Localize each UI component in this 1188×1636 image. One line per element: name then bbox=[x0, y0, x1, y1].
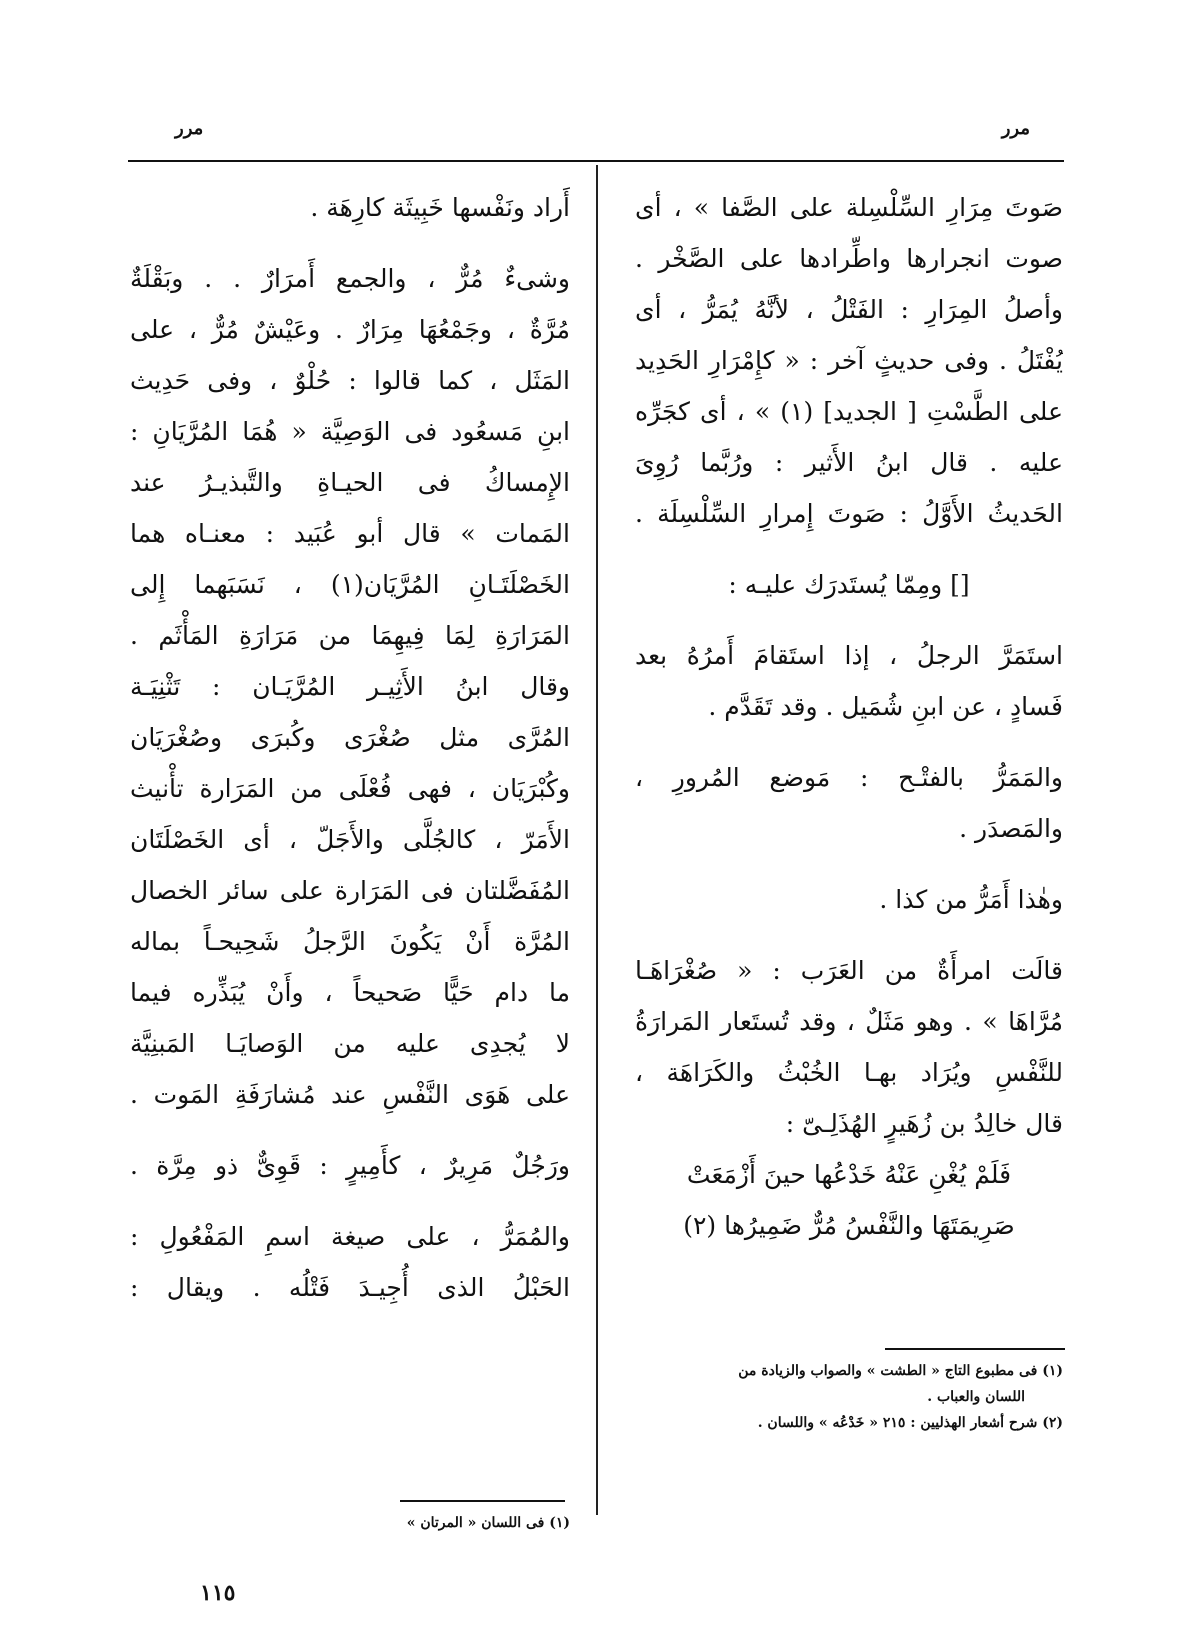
footnote-rule-right bbox=[885, 1348, 1065, 1350]
header-rule bbox=[128, 160, 1064, 162]
text-line: ابنِ مَسعُود فى الوَصِيَّة « هُمَا المُرَّيَانِ : bbox=[130, 417, 570, 446]
footnote-1-continuation: اللسان والعباب . bbox=[927, 1389, 1025, 1405]
text-line: صَوتَ مِرَارِ السِّلْسِلة على الصَّفا » ، أى bbox=[635, 193, 1063, 222]
text-line: الخَصْلَتَـانِ المُرَّيَان(١) ، نَسَبَهما إِلى bbox=[130, 570, 570, 599]
column-divider bbox=[596, 165, 598, 1515]
text-line: وكُبْرَيَان ، فهى فُعْلَى من المَرَارة تأْنيث bbox=[130, 774, 570, 803]
text-line: الأَمَرّ ، كالجُلَّى والأَجَلّ ، أى الخَصْلَتَان bbox=[130, 825, 570, 854]
footnote-1-left: (١) فى اللسان « المرتان » bbox=[406, 1515, 570, 1531]
text-line: وشىءٌ مُرٌّ ، والجمع أَمرَارٌ . . وبَقْلَةٌ bbox=[130, 264, 570, 293]
text-line: على الطَّسْتِ [ الجديد] (١) » ، أى كجَرِّه bbox=[635, 397, 1063, 426]
text-line: والمُمَرُّ ، على صيغة اسمِ المَفْعُولِ : bbox=[130, 1222, 570, 1251]
text-line: وأصلُ المِرَارِ : الفَتْلُ ، لأنَّهُ يُمَرُّ ، أى bbox=[635, 295, 1063, 324]
text-line: على هَوَى النَّفْسِ عند مُشارَفَةِ المَوت . bbox=[130, 1080, 570, 1109]
text-line: الحَبْلُ الذى أُجِيـدَ فَتْلُه . ويقال : bbox=[130, 1273, 570, 1302]
verse-line: صَرِيمَتَهَا والنَّفْسُ مُرٌّ ضَمِيرُها (٢) bbox=[683, 1211, 1015, 1240]
footnotes-left bbox=[360, 1510, 570, 1536]
footnote-1: (١) فى مطبوع التاج « الطشت » والصواب والزيادة من bbox=[738, 1363, 1063, 1379]
text-line: ورَجُلٌ مَرِيرٌ ، كأَمِيرٍ : قَوِىٌّ ذو مِرَّة . bbox=[130, 1151, 570, 1180]
text-line: للنَّفْسِ ويُرَاد بهـا الخُبْثُ والكَرَاهَة ، bbox=[635, 1058, 1063, 1087]
header-word-right: مرر bbox=[1001, 118, 1030, 139]
text-line: لا يُجدِى عليه من الوَصايَـا المَبنِيَّة bbox=[130, 1029, 570, 1058]
text-line: المُرَّة أَنْ يَكُونَ الرَّجلُ شَحِيحـاً بماله bbox=[130, 927, 570, 956]
verse-line: فَلَمْ يُغْنِ عَنْهُ خَدْعُها حينَ أَزْمَعَتْ bbox=[686, 1160, 1012, 1189]
addendum-heading: [] ومِمّا يُستَدرَك عليـه : bbox=[728, 570, 970, 599]
text-line: المُفَضَّلتان فى المَرَارة على سائر الخصال bbox=[130, 876, 570, 905]
right-column bbox=[635, 182, 1063, 1251]
text-line: قالَت امرأَةٌ من العَرَب : « صُغْرَاهَـا bbox=[635, 956, 1063, 985]
text-line: ما دام حَيًّا صَحيحاً ، وأَنْ يُبَذِّره فيما bbox=[130, 978, 570, 1007]
text-line: قال خالِدُ بن زُهَيرٍ الهُذَلِـىّ : bbox=[785, 1109, 1063, 1138]
text-line: المُرَّى مثل صُغْرَى وكُبرَى وصُغْرَيَان bbox=[130, 723, 570, 752]
text-line: صوت انجرارها واطِّرادها على الصَّخْر . bbox=[635, 244, 1063, 273]
text-line: استَمَرَّ الرجلُ ، إذا استَقامَ أَمرُهُ بعد bbox=[635, 641, 1063, 670]
text-line: مُرَّةٌ ، وجَمْعُهَا مِرَارٌ . وعَيْشٌ مُرٌّ ، على bbox=[130, 315, 570, 344]
footnote-2: (٢) شرح أشعار الهذليين : ٢١٥ « خَدْعُه » واللسان . bbox=[757, 1415, 1063, 1431]
text-line: يُفْتَلُ . وفى حديثٍ آخر : « كإِمْرَارِ الحَدِيد bbox=[635, 346, 1063, 375]
left-column bbox=[130, 182, 570, 1313]
text-line: المَرَارَةِ لِمَا فِيهِمَا من مَرَارَةِ المَأْثَم . bbox=[130, 621, 570, 650]
text-line: الحَديثُ الأَوَّلُ : صَوتَ إِمرارِ السِّلْسِلَة . bbox=[635, 499, 1063, 528]
text-line: فَسادٍ ، عن ابنِ شُمَيل . وقد تَقَدَّم . bbox=[708, 692, 1063, 721]
text-line: الإِمساكُ فى الحيـاةِ والتَّبذيـرُ عند bbox=[130, 468, 570, 497]
text-line: وقال ابنُ الأَثِيـر المُرَّيَـان : تَثْنِيَـة bbox=[130, 672, 570, 701]
page-number: ١١٥ bbox=[200, 1580, 236, 1606]
text-line: عليه . قال ابنُ الأَثير : ورُبَّما رُوِىَ bbox=[635, 448, 1063, 477]
text-line: مُرَّاهَا » . وهو مَثَلٌ ، وقد تُستَعار المَرارَةُ bbox=[635, 1007, 1063, 1036]
footnotes-right bbox=[635, 1358, 1063, 1436]
footnote-rule-left bbox=[400, 1500, 565, 1502]
text-line: أَراد ونَفْسها خَبِيثَة كارِهَة . bbox=[310, 193, 570, 222]
text-line: والمَصدَر . bbox=[959, 814, 1063, 843]
header-word-left: مرر bbox=[175, 118, 204, 139]
text-line: المَثَل ، كما قالوا : حُلْوٌ ، وفى حَدِيث bbox=[130, 366, 570, 395]
text-line: المَمات » قال أبو عُبَيد : معنـاه هما bbox=[130, 519, 570, 548]
text-line: وهٰذا أَمَرُّ من كذا . bbox=[879, 885, 1063, 914]
text-line: والمَمَرُّ بالفتْـح : مَوضع المُرورِ ، bbox=[635, 763, 1063, 792]
